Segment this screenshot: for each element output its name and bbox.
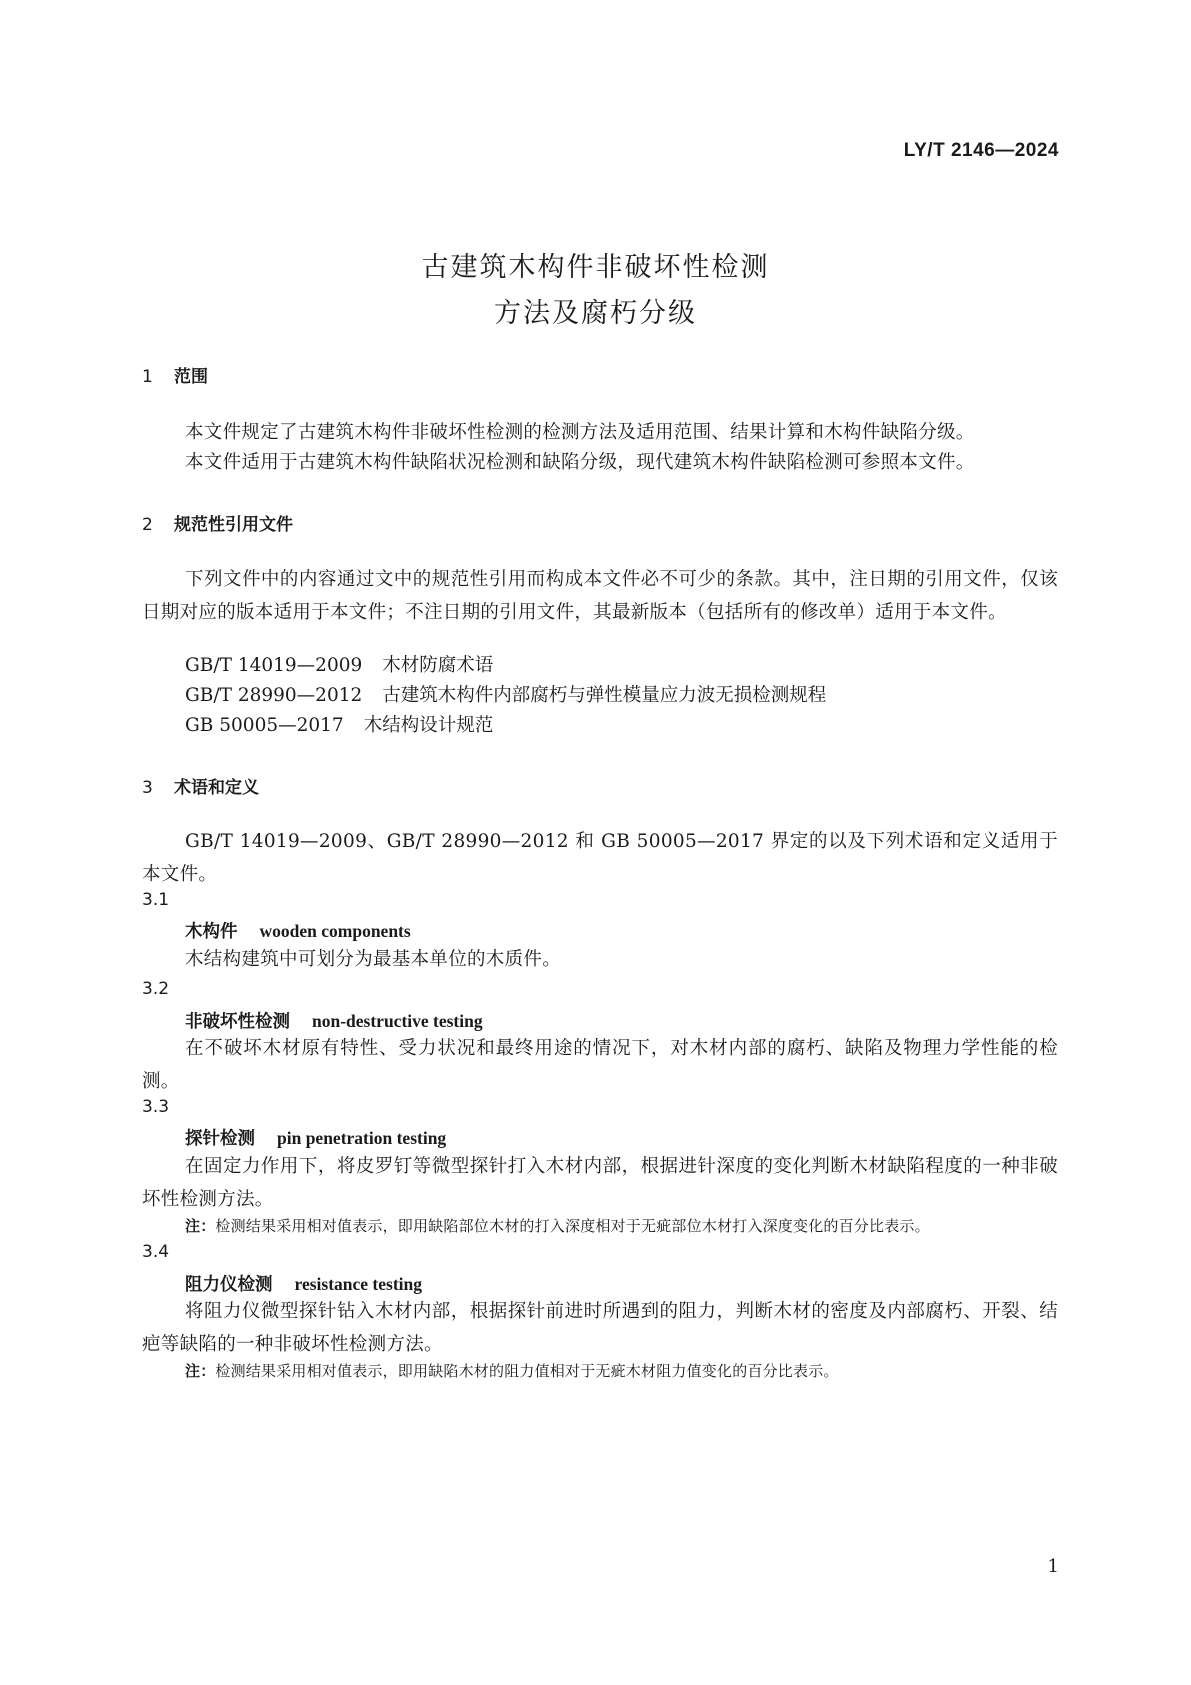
term-note	[185, 1360, 839, 1381]
note-label: 注：	[185, 1362, 216, 1380]
term-english: wooden components	[259, 921, 411, 941]
term-chinese: 木构件	[185, 922, 238, 942]
section-1-heading	[142, 362, 208, 387]
reference-title: 古建筑木构件内部腐朽与弹性模量应力波无损检测规程	[382, 685, 827, 706]
term-chinese: 阻力仪检测	[185, 1275, 273, 1295]
term-definition: 在固定力作用下，将皮罗钉等微型探针打入木材内部，根据进针深度的变化判断木材缺陷程度的一种非破坏性检测方法。	[142, 1156, 1058, 1210]
term-english: pin penetration testing	[277, 1128, 447, 1148]
reference-title: 木材防腐术语	[382, 655, 494, 676]
section-1-paragraph-2: 本文件适用于古建筑木构件缺陷状况检测和缺陷分级，现代建筑木构件缺陷检测可参照本文件。	[185, 452, 975, 473]
reference-item	[185, 650, 493, 681]
section-title: 术语和定义	[174, 778, 259, 798]
standard-code: LY/T 2146—2024	[903, 140, 1059, 161]
section-2-paragraph-1: 下列文件中的内容通过文中的规范性引用而构成本文件必不可少的条款。其中，注日期的引用文件，仅该日期对应的版本适用于本文件；不注日期的引用文件，其最新版本（包括所有的修改单）适用于本文件。	[142, 569, 1058, 623]
reference-code: GB/T 28990—2012	[185, 685, 363, 706]
term-chinese: 探针检测	[185, 1129, 255, 1149]
section-3-paragraph-1: GB/T 14019—2009、GB/T 28990—2012 和 GB 50005—2017 界定的以及下列术语和定义适用于本文件。	[142, 831, 1058, 885]
term-number: 3.1	[142, 890, 170, 910]
section-3-heading	[142, 773, 259, 798]
reference-code: GB/T 14019—2009	[185, 655, 363, 676]
term-entry	[185, 1271, 422, 1296]
term-number: 3.4	[142, 1242, 170, 1262]
term-entry	[185, 918, 411, 943]
note-text: 检测结果采用相对值表示，即用缺陷部位木材的打入深度相对于无疵部位木材打入深度变化的百分比表示。	[215, 1217, 930, 1235]
document-title-line-1: 古建筑木构件非破坏性检测	[421, 252, 770, 283]
page-number: 1	[1047, 1556, 1059, 1577]
term-number: 3.3	[142, 1097, 170, 1117]
reference-title: 木结构设计规范	[363, 715, 494, 736]
reference-code: GB 50005—2017	[185, 715, 344, 736]
document-title-line-2: 方法及腐朽分级	[494, 298, 697, 329]
section-number: 2	[142, 515, 153, 535]
term-chinese: 非破坏性检测	[185, 1012, 290, 1032]
term-entry	[185, 1008, 483, 1033]
reference-item	[185, 680, 826, 711]
reference-item	[185, 710, 493, 741]
section-number: 1	[142, 367, 153, 387]
term-english: resistance testing	[294, 1274, 422, 1294]
term-definition: 在不破坏木材原有特性、受力状况和最终用途的情况下，对木材内部的腐朽、缺陷及物理力学性能的检测。	[142, 1038, 1058, 1092]
term-number: 3.2	[142, 979, 170, 999]
term-entry	[185, 1125, 446, 1150]
term-definition: 木结构建筑中可划分为最基本单位的木质件。	[185, 949, 562, 970]
note-text: 检测结果采用相对值表示，即用缺陷木材的阻力值相对于无疵木材阻力值变化的百分比表示。	[215, 1362, 839, 1380]
section-title: 规范性引用文件	[174, 515, 293, 535]
term-definition: 将阻力仪微型探针钻入木材内部，根据探针前进时所遇到的阻力，判断木材的密度及内部腐朽、开裂、结疤等缺陷的一种非破坏性检测方法。	[142, 1301, 1058, 1355]
term-note	[185, 1215, 930, 1236]
term-english: non-destructive testing	[312, 1011, 483, 1031]
section-title: 范围	[174, 367, 208, 387]
section-number: 3	[142, 778, 153, 798]
note-label: 注：	[185, 1217, 216, 1235]
section-2-heading	[142, 510, 293, 535]
section-1-paragraph-1: 本文件规定了古建筑木构件非破坏性检测的检测方法及适用范围、结果计算和木构件缺陷分级。	[185, 422, 975, 443]
